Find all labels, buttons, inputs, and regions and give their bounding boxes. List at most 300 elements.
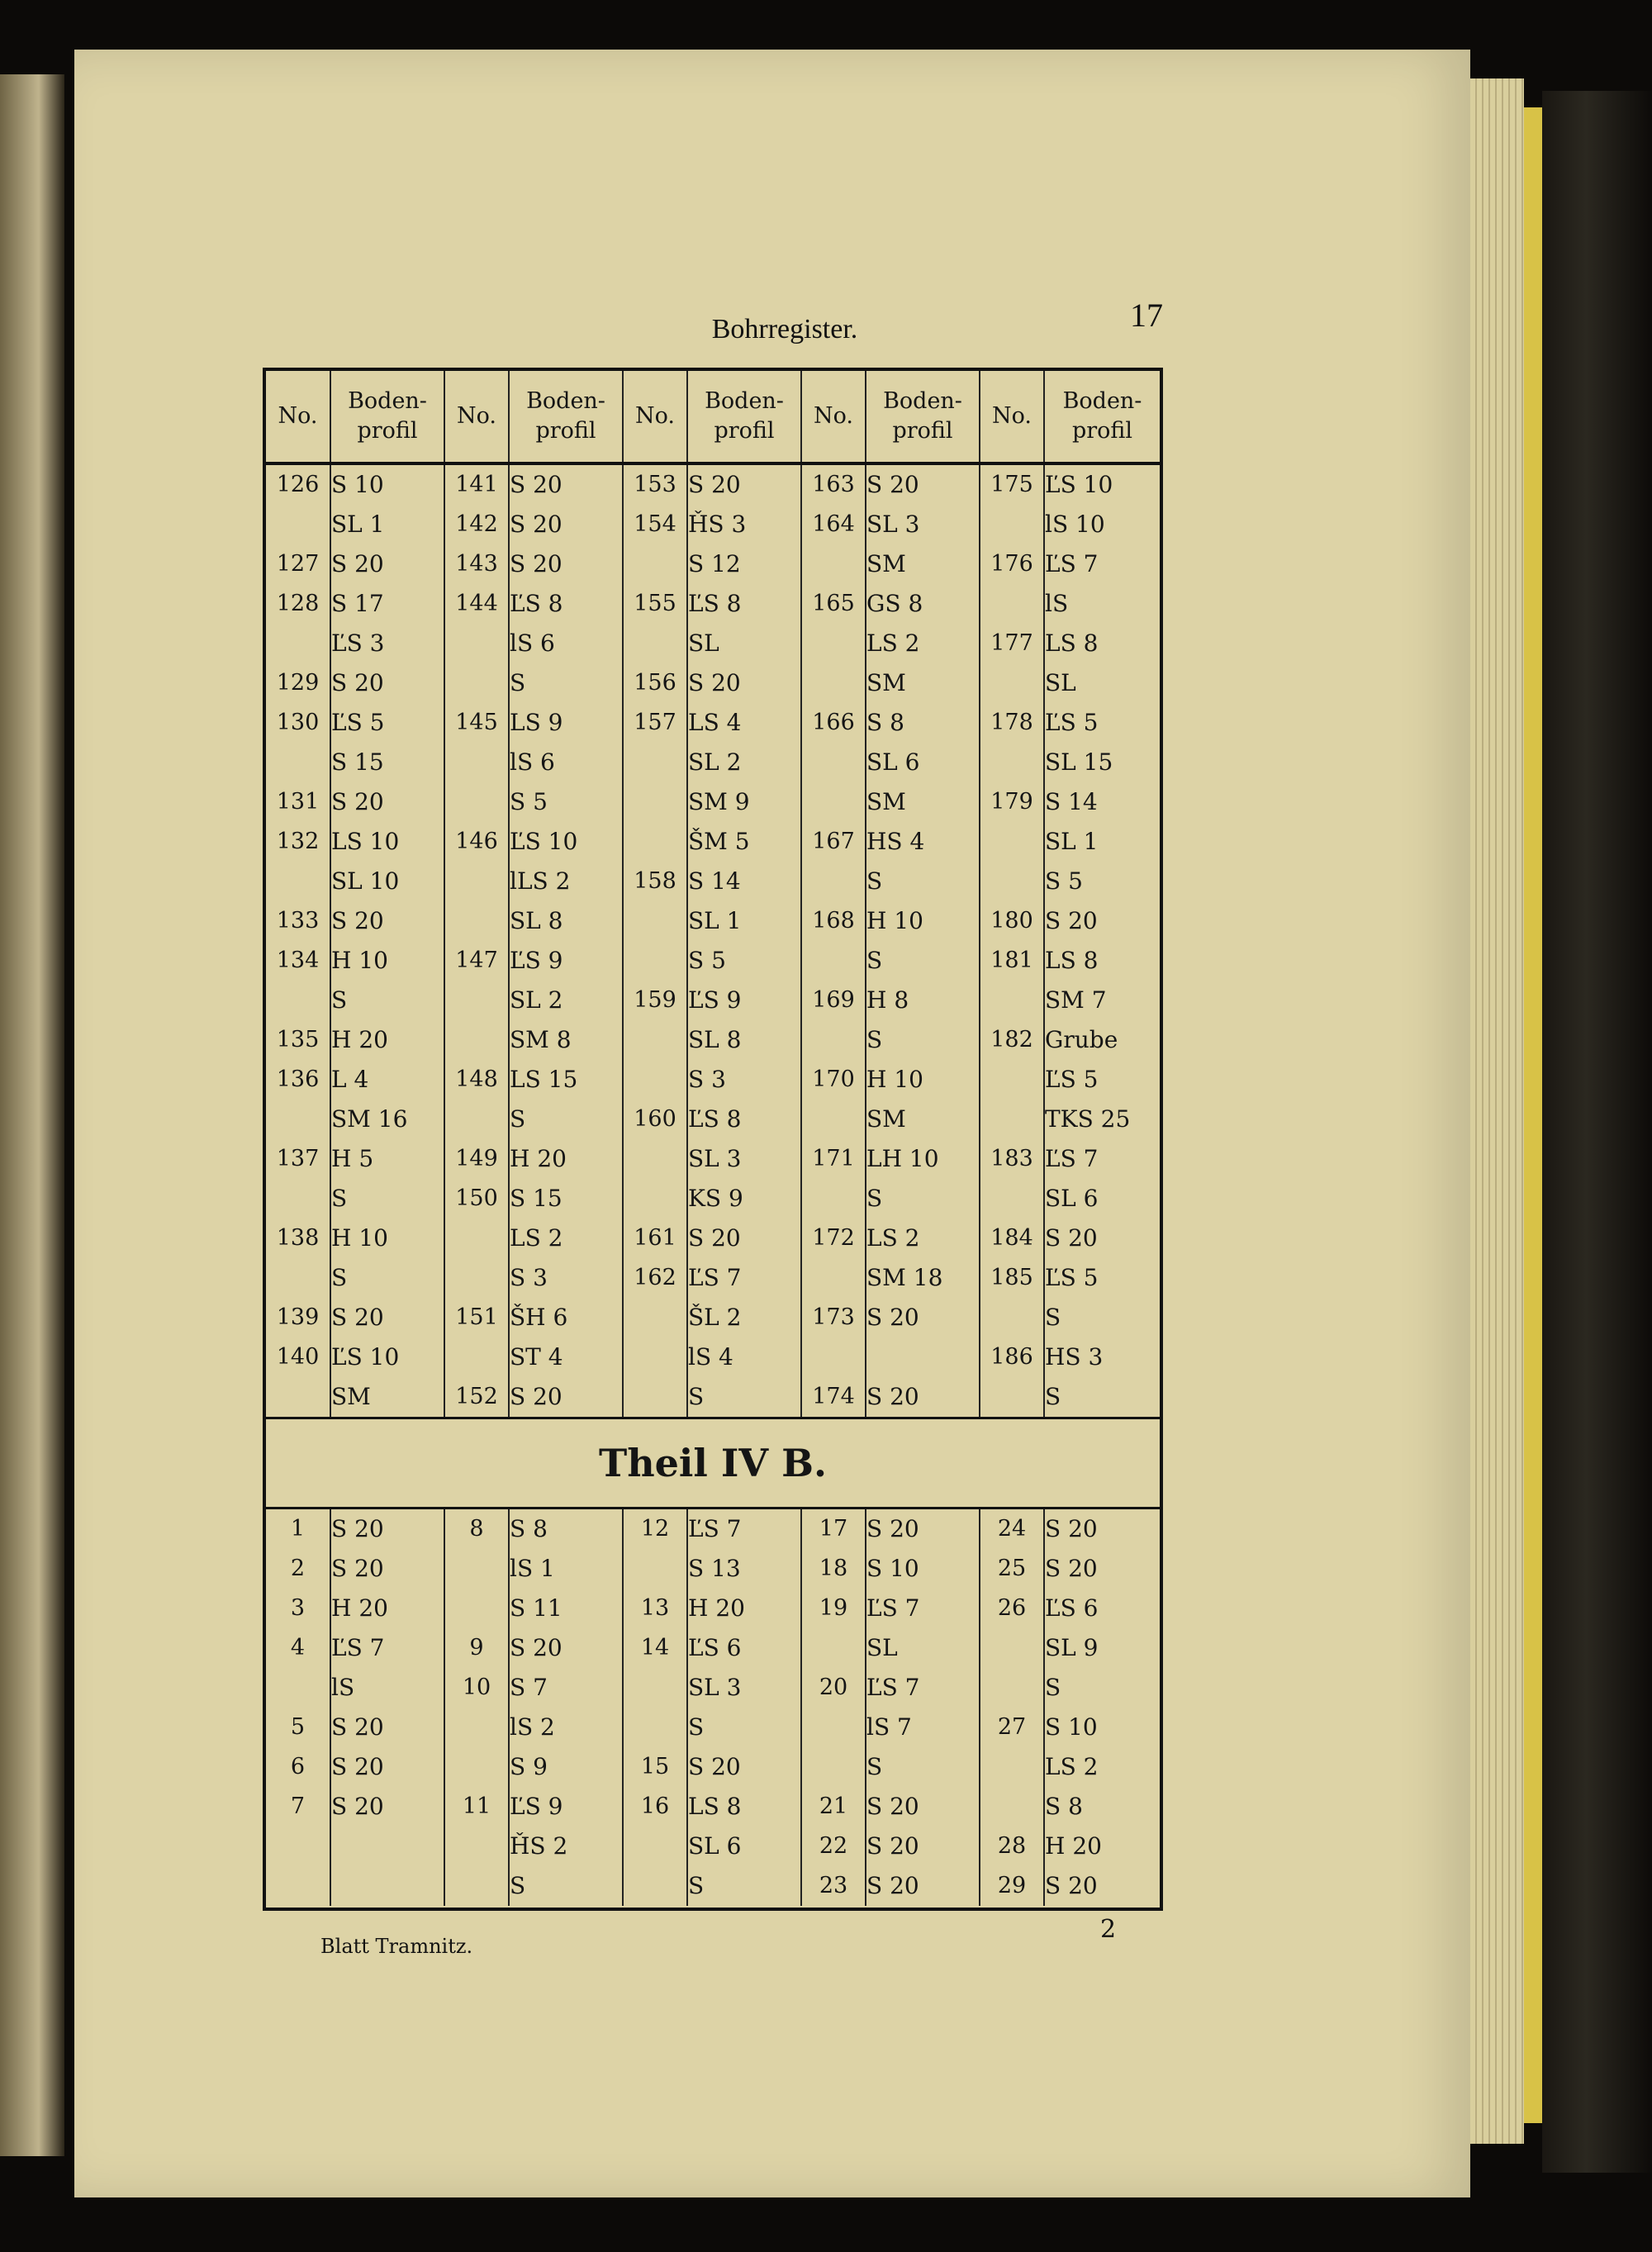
bohr-number: 158: [634, 868, 676, 894]
soil-profile: S: [331, 986, 348, 1014]
bohr-number: [445, 1258, 508, 1298]
bohr-number: 1: [290, 1516, 306, 1542]
soil-profile: lLS 2: [510, 867, 571, 895]
soil-profile: S 20: [331, 669, 384, 696]
bodenprofil-column: [330, 1508, 444, 1907]
soil-profile: S 20: [1045, 1515, 1098, 1542]
soil-profile: SL: [688, 630, 719, 657]
bohr-number: 174: [812, 1384, 855, 1409]
section-title: Theil IV B.: [266, 1418, 1160, 1508]
facing-page-edge: [0, 74, 64, 2156]
header-bodenprofil: Boden- profil: [687, 371, 801, 463]
page-number: 17: [1130, 297, 1163, 334]
bohr-number: 150: [455, 1185, 498, 1211]
bohr-number: [802, 941, 865, 981]
header-row: [266, 371, 1160, 463]
soil-profile: S 5: [1045, 867, 1083, 895]
bohr-number: [624, 901, 686, 941]
bohr-number: [266, 505, 330, 544]
bohr-number: 4: [290, 1635, 306, 1660]
bohr-number: 154: [634, 511, 676, 537]
bohr-number: 8: [469, 1516, 484, 1542]
soil-profile: H 20: [331, 1026, 388, 1053]
bodenprofil-column: [1044, 1508, 1160, 1907]
soil-profile: S 20: [510, 550, 563, 577]
bohr-number: 137: [276, 1146, 320, 1171]
bohr-number: 152: [455, 1384, 498, 1409]
bohr-number: 128: [276, 591, 320, 616]
bohr-number: 169: [812, 987, 855, 1013]
soil-profile: S 20: [866, 1832, 919, 1860]
soil-profile: GS 8: [866, 590, 923, 617]
soil-profile: ĽS 10: [1045, 471, 1113, 498]
soil-profile: LS 8: [688, 1793, 742, 1820]
soil-profile: S 20: [331, 788, 384, 815]
number-column: [980, 463, 1044, 1418]
bohr-number: [624, 1337, 686, 1377]
soil-profile: LS 4: [688, 709, 742, 736]
soil-profile: KS 9: [688, 1185, 743, 1212]
soil-profile: LS 8: [1045, 630, 1099, 657]
bohr-number: 149: [455, 1146, 498, 1171]
bohr-number: [802, 1020, 865, 1060]
number-column: [444, 1508, 509, 1907]
bodenprofil-column: [687, 463, 801, 1418]
soil-profile: ŠM 5: [688, 828, 750, 855]
bohr-number: [802, 624, 865, 663]
soil-profile: S 20: [331, 1793, 384, 1820]
bohr-number: 177: [990, 630, 1033, 656]
bohr-number: 23: [819, 1873, 848, 1898]
soil-profile: LS 9: [510, 709, 563, 736]
bohr-number: [266, 1258, 330, 1298]
bohr-number: 162: [634, 1265, 676, 1290]
soil-profile: lS 10: [1045, 511, 1105, 538]
bohr-number: [980, 1100, 1043, 1139]
soil-profile: S 10: [866, 1555, 919, 1582]
bodenprofil-column: [1044, 463, 1160, 1418]
bohr-number: 164: [812, 511, 855, 537]
soil-profile: S 20: [331, 1753, 384, 1780]
bodenprofil-column: [866, 463, 980, 1418]
soil-profile: S 15: [510, 1185, 563, 1212]
header-bodenprofil: Boden- profil: [866, 371, 980, 463]
bohr-number: [624, 1827, 686, 1866]
bohr-number: [266, 981, 330, 1020]
soil-profile: SL 8: [688, 1026, 742, 1053]
soil-profile: ĽS 5: [1045, 1066, 1099, 1093]
number-column: [801, 463, 866, 1418]
number-column: [266, 1508, 330, 1907]
bohr-number: [624, 941, 686, 981]
bohr-number: 126: [276, 472, 320, 497]
bohr-number: 20: [819, 1675, 848, 1700]
bohr-number: 166: [812, 710, 855, 735]
bohr-number: 167: [812, 829, 855, 854]
section-title-row: [266, 1418, 1160, 1508]
bohr-number: [980, 1668, 1043, 1708]
soil-profile: S 17: [331, 590, 384, 617]
bohr-number: [624, 1708, 686, 1747]
bohr-number: 11: [462, 1794, 491, 1819]
soil-profile: S: [866, 947, 883, 974]
soil-profile: S 14: [688, 867, 741, 895]
header-no: No.: [980, 371, 1044, 463]
bohr-number: 157: [634, 710, 676, 735]
soil-profile: SM 16: [331, 1105, 408, 1133]
bohr-number: 28: [997, 1833, 1027, 1859]
soil-profile: H 10: [331, 1224, 388, 1252]
bohr-number: 129: [276, 670, 320, 696]
bohr-number: [266, 1179, 330, 1219]
bohr-number: [980, 1787, 1043, 1827]
soil-profile: ĽS 7: [866, 1594, 920, 1622]
soil-profile: ĽS 7: [688, 1264, 742, 1291]
soil-profile: S 8: [1045, 1793, 1083, 1820]
soil-profile: S 20: [688, 1224, 741, 1252]
bohr-number: 138: [276, 1225, 320, 1251]
part-b-row: [266, 1508, 1160, 1907]
soil-profile: LH 10: [866, 1145, 939, 1172]
number-column: [801, 1508, 866, 1907]
bohr-number: [624, 1179, 686, 1219]
soil-profile: S: [866, 1026, 883, 1053]
bohr-number: 133: [276, 908, 320, 934]
soil-profile: ĽS 7: [331, 1634, 385, 1661]
bodenprofil-column: [330, 463, 444, 1418]
soil-profile: S 20: [510, 511, 563, 538]
bohr-number: [266, 743, 330, 782]
bohr-number: [802, 862, 865, 901]
soil-profile: ȞS 3: [688, 511, 747, 538]
bohr-number: 25: [997, 1556, 1027, 1581]
bohr-number: 7: [290, 1794, 306, 1819]
soil-profile: SL 6: [866, 748, 920, 776]
bohr-number: [445, 1100, 508, 1139]
soil-profile: S 20: [688, 669, 741, 696]
soil-profile: ĽS 9: [510, 1793, 563, 1820]
bohr-number: [445, 1549, 508, 1589]
soil-profile: SM: [866, 788, 906, 815]
bohr-number: [445, 1589, 508, 1628]
bohr-number: 5: [290, 1714, 306, 1740]
bohr-number: 184: [990, 1225, 1033, 1251]
header-bodenprofil: Boden- profil: [1044, 371, 1160, 463]
soil-profile: S 20: [331, 907, 384, 934]
soil-profile: Grube: [1045, 1026, 1118, 1053]
soil-profile: H 20: [510, 1145, 567, 1172]
bohr-number: 144: [455, 591, 498, 616]
bohr-number: [624, 1020, 686, 1060]
soil-profile: SL 8: [510, 907, 563, 934]
soil-profile: ĽS 7: [866, 1674, 920, 1701]
bodenprofil-column: [509, 463, 623, 1418]
bohr-number: 26: [997, 1595, 1027, 1621]
bohr-number: [802, 743, 865, 782]
bohr-number: 132: [276, 829, 320, 854]
soil-profile: H 10: [866, 907, 923, 934]
soil-profile: S 20: [866, 1793, 919, 1820]
bohr-number: 153: [634, 472, 676, 497]
bohr-number: 14: [640, 1635, 670, 1660]
bohr-number: [624, 544, 686, 584]
soil-profile: S: [331, 1185, 348, 1212]
bohr-number: 9: [469, 1635, 484, 1660]
soil-profile: S: [866, 867, 883, 895]
number-column: [980, 1508, 1044, 1907]
soil-profile: S 13: [688, 1555, 741, 1582]
bohr-number: 176: [990, 551, 1033, 577]
bohr-number: [445, 862, 508, 901]
bohr-number: 165: [812, 591, 855, 616]
soil-profile: lS 7: [866, 1713, 912, 1741]
bohr-number: 160: [634, 1106, 676, 1132]
soil-profile: ĽS 9: [510, 947, 563, 974]
bohr-number: 151: [455, 1304, 498, 1330]
bohr-number: [445, 1747, 508, 1787]
bohr-number: [266, 862, 330, 901]
bohr-number: 147: [455, 948, 498, 973]
soil-profile: S 12: [688, 550, 741, 577]
bohr-number: [445, 981, 508, 1020]
soil-profile: HS 3: [1045, 1343, 1104, 1371]
soil-profile: L 4: [331, 1066, 369, 1093]
bohr-number: 141: [455, 472, 498, 497]
soil-profile: LS 2: [866, 630, 920, 657]
soil-profile: SM: [866, 1105, 906, 1133]
soil-profile: ĽS 10: [510, 828, 578, 855]
bohr-number: 145: [455, 710, 498, 735]
bohr-number: [980, 1179, 1043, 1219]
soil-profile: S 5: [510, 788, 548, 815]
bohr-number: 159: [634, 987, 676, 1013]
soil-profile: SL 2: [688, 748, 742, 776]
number-column: [623, 1508, 687, 1907]
soil-profile: S 20: [866, 1872, 919, 1899]
bohr-number: [445, 624, 508, 663]
soil-profile: S 20: [866, 1304, 919, 1331]
bodenprofil-column: [866, 1508, 980, 1907]
footer-sheet-name: Blatt Tramnitz.: [320, 1935, 473, 1958]
soil-profile: LS 2: [866, 1224, 920, 1252]
soil-profile: S 20: [688, 1753, 741, 1780]
bohr-number: 185: [990, 1265, 1033, 1290]
soil-profile: SL 6: [1045, 1185, 1099, 1212]
bohr-number: 18: [819, 1556, 848, 1581]
soil-profile: S 9: [510, 1753, 548, 1780]
bohr-number: 179: [990, 789, 1033, 815]
bohr-number: 24: [997, 1516, 1027, 1542]
soil-profile: S 10: [1045, 1713, 1098, 1741]
soil-profile: S: [510, 1105, 526, 1133]
bohr-number: 170: [812, 1067, 855, 1092]
soil-profile: LS 2: [1045, 1753, 1099, 1780]
bohr-number: [980, 862, 1043, 901]
bohr-number: [445, 782, 508, 822]
bohr-number: [266, 1100, 330, 1139]
bohr-number: [624, 1298, 686, 1337]
bohr-number: 142: [455, 511, 498, 537]
soil-profile: ĽS 8: [688, 590, 742, 617]
soil-profile: S: [688, 1713, 705, 1741]
soil-profile: H 10: [866, 1066, 923, 1093]
soil-profile: S 20: [331, 1515, 384, 1542]
bohr-number: 15: [640, 1754, 670, 1779]
soil-profile: S: [688, 1383, 705, 1410]
bohr-number: [445, 1020, 508, 1060]
soil-profile: H 20: [1045, 1832, 1102, 1860]
bohr-number: [624, 624, 686, 663]
bohr-number: 143: [455, 551, 498, 577]
soil-profile: S 10: [331, 471, 384, 498]
bodenprofil-column: [687, 1508, 801, 1907]
soil-profile: S 8: [510, 1515, 548, 1542]
soil-profile: ŠL 2: [688, 1304, 742, 1331]
soil-profile: S: [1045, 1383, 1061, 1410]
soil-profile: SL 2: [510, 986, 563, 1014]
soil-profile: SM: [866, 550, 906, 577]
soil-profile: SM 8: [510, 1026, 572, 1053]
soil-profile: LS 2: [510, 1224, 563, 1252]
soil-profile: ST 4: [510, 1343, 563, 1371]
soil-profile: SL 15: [1045, 748, 1113, 776]
soil-profile: S 14: [1045, 788, 1098, 815]
soil-profile: SL: [866, 1634, 898, 1661]
soil-profile: S 15: [331, 748, 384, 776]
bohr-number: 161: [634, 1225, 676, 1251]
bohr-number: 16: [640, 1794, 670, 1819]
bohr-number: [445, 743, 508, 782]
soil-profile: lS 6: [510, 630, 555, 657]
signature-mark: 2: [1100, 1915, 1117, 1944]
bohr-number: [445, 1866, 508, 1906]
soil-profile: S: [510, 669, 526, 696]
soil-profile: LS 10: [331, 828, 400, 855]
bohr-number: 180: [990, 908, 1033, 934]
bohr-number: 186: [990, 1344, 1033, 1370]
header-bodenprofil: Boden- profil: [330, 371, 444, 463]
soil-profile: SL 1: [1045, 828, 1099, 855]
soil-profile: S 20: [1045, 907, 1098, 934]
soil-profile: ĽS 8: [510, 590, 563, 617]
bohr-number: 175: [990, 472, 1033, 497]
soil-profile: S 20: [331, 1713, 384, 1741]
soil-profile: S 20: [510, 1383, 563, 1410]
bohr-number: [266, 624, 330, 663]
bohr-number: [624, 1668, 686, 1708]
bohr-number: [445, 901, 508, 941]
soil-profile: SM 9: [688, 788, 750, 815]
soil-profile: SM 18: [866, 1264, 943, 1291]
bohr-number: 127: [276, 551, 320, 577]
bohr-number: [980, 505, 1043, 544]
bohr-number: 136: [276, 1067, 320, 1092]
bohr-number: 29: [997, 1873, 1027, 1898]
bohr-number: [624, 1377, 686, 1417]
soil-profile: [866, 1337, 979, 1377]
header-bodenprofil: Boden- profil: [509, 371, 623, 463]
bohr-number: 27: [997, 1714, 1027, 1740]
bohr-number: 168: [812, 908, 855, 934]
soil-profile: S 7: [510, 1674, 548, 1701]
soil-profile: S: [1045, 1304, 1061, 1331]
soil-profile: S 20: [510, 471, 563, 498]
bohr-number: 130: [276, 710, 320, 735]
soil-profile: lS 1: [510, 1555, 555, 1582]
soil-profile: S 5: [688, 947, 726, 974]
soil-profile: SL 1: [331, 511, 385, 538]
bohr-number: [624, 782, 686, 822]
bohr-number: [802, 1100, 865, 1139]
soil-profile: S 20: [331, 1555, 384, 1582]
bohr-number: 17: [819, 1516, 848, 1542]
bohr-number: 22: [819, 1833, 848, 1859]
soil-profile: LS 15: [510, 1066, 578, 1093]
soil-profile: H 8: [866, 986, 909, 1014]
gilded-edge: [1524, 107, 1542, 2123]
soil-profile: S 3: [510, 1264, 548, 1291]
bohr-number: 3: [290, 1595, 306, 1621]
soil-profile: SL: [1045, 669, 1076, 696]
bohr-number: 181: [990, 948, 1033, 973]
bohr-number: 6: [290, 1754, 306, 1779]
bohr-number: [266, 1668, 330, 1708]
soil-profile: S: [510, 1872, 526, 1899]
bohr-number: [802, 1179, 865, 1219]
bohr-number: [980, 1628, 1043, 1668]
bohr-number: 135: [276, 1027, 320, 1052]
soil-profile: ŠH 6: [510, 1304, 568, 1331]
bohr-number: [980, 663, 1043, 703]
soil-profile: TKS 25: [1045, 1105, 1131, 1133]
bohr-number: 19: [819, 1595, 848, 1621]
running-head: Bohrregister.: [711, 314, 858, 344]
soil-profile: H 10: [331, 947, 388, 974]
soil-profile: SL 9: [1045, 1634, 1099, 1661]
soil-profile: lS 6: [510, 748, 555, 776]
bohr-number: [445, 1708, 508, 1747]
soil-profile: S: [688, 1872, 705, 1899]
soil-profile: ȞS 2: [510, 1832, 568, 1860]
soil-profile: SM 7: [1045, 986, 1107, 1014]
bohr-number: [980, 1377, 1043, 1417]
bohr-number: 155: [634, 591, 676, 616]
bohr-number: [802, 1747, 865, 1787]
soil-profile: lS 4: [688, 1343, 733, 1371]
bohr-number: [445, 1219, 508, 1258]
bohr-number: 156: [634, 670, 676, 696]
number-column: [444, 463, 509, 1418]
soil-profile: S 20: [1045, 1555, 1098, 1582]
page-block-edge: [1470, 78, 1524, 2144]
bohr-number: 171: [812, 1146, 855, 1171]
bohr-number: [980, 981, 1043, 1020]
soil-profile: S 20: [510, 1634, 563, 1661]
bohr-number: [802, 782, 865, 822]
soil-profile: ĽS 5: [1045, 709, 1099, 736]
soil-profile: lS 2: [510, 1713, 555, 1741]
soil-profile: SL 3: [866, 511, 920, 538]
bohr-number: 2: [290, 1556, 306, 1581]
soil-profile: SM: [331, 1383, 371, 1410]
soil-profile: SL 3: [688, 1674, 742, 1701]
bohr-number: [980, 584, 1043, 624]
soil-profile: ĽS 5: [331, 709, 385, 736]
soil-profile: SL 3: [688, 1145, 742, 1172]
bohr-number: [802, 1337, 865, 1377]
bohr-number: 182: [990, 1027, 1033, 1052]
soil-profile: S: [331, 1264, 348, 1291]
